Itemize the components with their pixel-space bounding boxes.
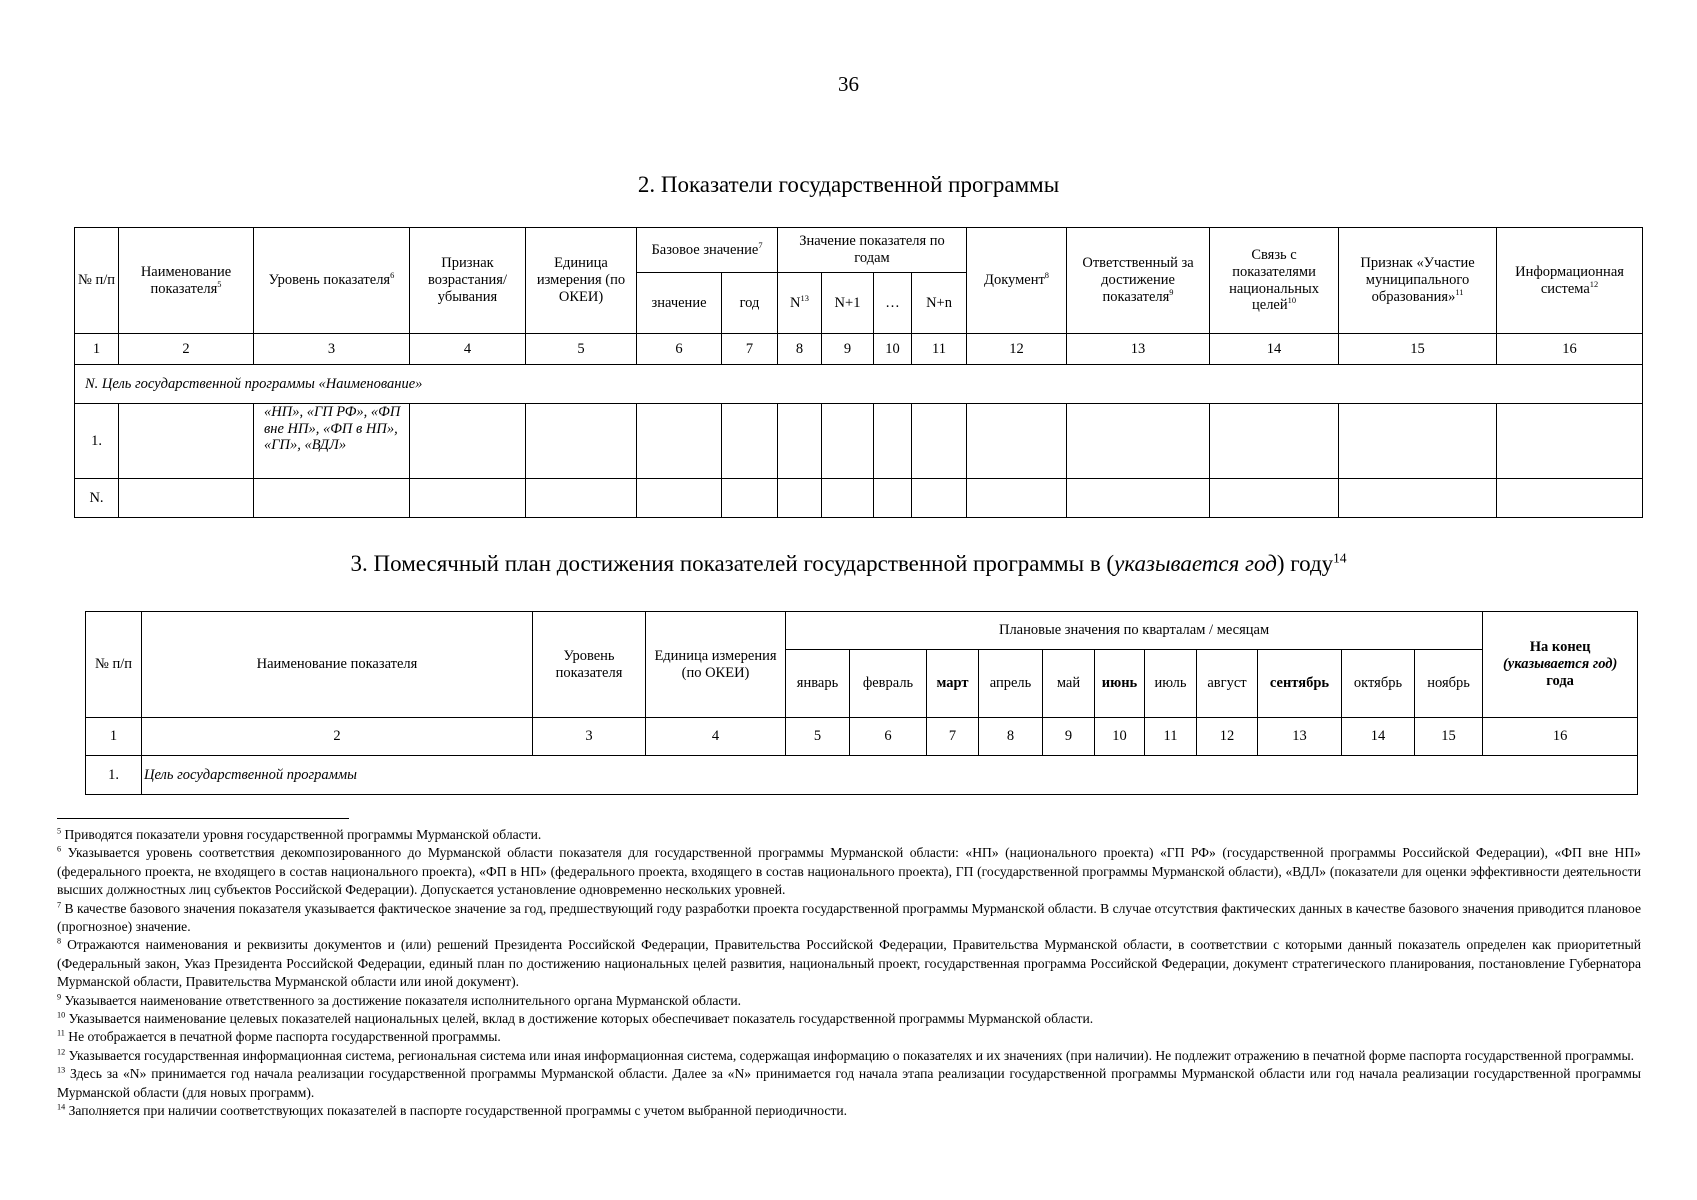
month-august: август: [1197, 650, 1258, 718]
column-number: 2: [142, 718, 533, 756]
header-year-n: $N^{13}$: [778, 273, 822, 334]
row-name: [119, 404, 254, 479]
footnotes: [57, 826, 1641, 1121]
header-num: № п/п: [86, 612, 142, 718]
month-june: июнь: [1095, 650, 1145, 718]
cell: [822, 479, 874, 518]
cell: [1339, 404, 1497, 479]
column-number: 13: [1067, 334, 1210, 365]
cell: [1497, 404, 1643, 479]
cell: [254, 479, 410, 518]
cell: [778, 479, 822, 518]
cell: [874, 404, 912, 479]
header-municipal: Признак «Участие муниципального образования»$^{11}$: [1339, 228, 1497, 334]
cell: [912, 479, 967, 518]
column-number: 9: [1043, 718, 1095, 756]
month-july: июль: [1145, 650, 1197, 718]
footnote: $^{14}$ Заполняется при наличии соответствующих показателей в паспорте государственной программы с учетом выбранной периодичности.: [57, 1102, 848, 1119]
cell: [410, 404, 526, 479]
column-number: 14: [1342, 718, 1415, 756]
column-number: 13: [1258, 718, 1342, 756]
month-may: май: [1043, 650, 1095, 718]
cell: [1210, 479, 1339, 518]
month-september: сентябрь: [1258, 650, 1342, 718]
column-number: 7: [927, 718, 979, 756]
cell: [526, 404, 637, 479]
column-number: 1: [86, 718, 142, 756]
header-name: Наименование показателя$^5$: [119, 228, 254, 334]
goal-row-number: 1.: [86, 756, 142, 795]
month-march: март: [927, 650, 979, 718]
column-number: 3: [533, 718, 646, 756]
column-number: 12: [967, 334, 1067, 365]
column-number: 5: [786, 718, 850, 756]
column-number: 11: [1145, 718, 1197, 756]
goal-row: Цель государственной программы: [142, 756, 1638, 795]
cell: [967, 479, 1067, 518]
column-number: 15: [1415, 718, 1483, 756]
footnote: $^8$ Отражаются наименования и реквизиты документов и (или) решений Президента Российской Федерации, Правительства Российской Федерации, Правительства Мурманской области, в соответствии с которыми данный показатель определен как приоритетный (Федеральный закон, Указ Президента Российской Федерации, единый план по достижению национальных целей развития, национальный проект, государственная программа Российской Федерации, документ стратегического планирования, постановление Губернатора Мурманской области, Правительства Мурманской области или иной документ).: [57, 936, 1641, 990]
header-planned-values: Плановые значения по кварталам / месяцам: [786, 612, 1483, 650]
row-number: N.: [75, 479, 119, 518]
header-document: Документ$^8$: [967, 228, 1067, 334]
header-year-n1: N+1: [822, 273, 874, 334]
cell: [1339, 479, 1497, 518]
page-number: 36: [838, 72, 859, 96]
column-number: 2: [119, 334, 254, 365]
table-row: [75, 404, 1643, 479]
footnote: $^9$ Указывается наименование ответственного за достижение показателя исполнительного органа Мурманской области.: [57, 992, 742, 1008]
header-base-year: год: [722, 273, 778, 334]
column-number: 1: [75, 334, 119, 365]
header-name: Наименование показателя: [142, 612, 533, 718]
indicators-table: [74, 227, 1643, 518]
cell: [526, 479, 637, 518]
column-number: 12: [1197, 718, 1258, 756]
cell: [874, 479, 912, 518]
column-number: 10: [874, 334, 912, 365]
cell: [1067, 479, 1210, 518]
column-number: 16: [1497, 334, 1643, 365]
footnote: $^{10}$ Указывается наименование целевых показателей национальных целей, вклад в достижение которых обеспечивает показатель государственной программы Мурманской области.: [57, 1010, 1094, 1027]
cell: [410, 479, 526, 518]
footnote-divider: [57, 818, 349, 819]
header-num: № п/п: [75, 228, 119, 334]
cell: [1497, 479, 1643, 518]
column-number: 5: [526, 334, 637, 365]
header-unit: Единица измерения (по ОКЕИ): [526, 228, 637, 334]
cell: [637, 479, 722, 518]
column-number: 6: [637, 334, 722, 365]
month-november: ноябрь: [1415, 650, 1483, 718]
table3-title: 3. Помесячный план достижения показателей государственной программы в (указывается год) году$^{14}$: [350, 550, 1347, 576]
column-number: 16: [1483, 718, 1638, 756]
table2-title: 2. Показатели государственной программы: [637, 172, 1060, 197]
column-number: 14: [1210, 334, 1339, 365]
footnote: $^7$ В качестве базового значения показателя указывается фактическое значение за год, предшествующий году разработки проекта государственной программы Мурманской области. В случае отсутствия фактических данных в качестве базового значения приводится плановое (прогнозное) значение.: [57, 900, 1641, 935]
cell: [1210, 404, 1339, 479]
footnote: $^{11}$ Не отображается в печатной форме паспорта государственной программы.: [57, 1028, 501, 1045]
header-responsible: Ответственный за достижение показателя$^9$: [1067, 228, 1210, 334]
header-sign: Признак возрастания/ убывания: [410, 228, 526, 334]
column-number: 3: [254, 334, 410, 365]
column-number: 10: [1095, 718, 1145, 756]
cell: [722, 404, 778, 479]
column-number: 8: [778, 334, 822, 365]
column-number: 8: [979, 718, 1043, 756]
column-number: 4: [646, 718, 786, 756]
cell: [912, 404, 967, 479]
header-base: Базовое значение$^7$: [637, 228, 778, 273]
footnote: $^{13}$ Здесь за «N» принимается год начала реализации государственной программы Мурманской области. Далее за «N» принимается год начала этапа реализации государственной программы Мурманской области или год начала реализации государственной программы Мурманской области (для новых программ).: [57, 1065, 1641, 1100]
table-row: [75, 479, 1643, 518]
cell: [637, 404, 722, 479]
month-january: январь: [786, 650, 850, 718]
column-number: 11: [912, 334, 967, 365]
month-february: февраль: [850, 650, 927, 718]
cell: [967, 404, 1067, 479]
cell: [119, 479, 254, 518]
header-year-nn: N+n: [912, 273, 967, 334]
column-number: 15: [1339, 334, 1497, 365]
cell: [822, 404, 874, 479]
header-values-by-years: Значение показателя по годам: [778, 228, 967, 273]
month-april: апрель: [979, 650, 1043, 718]
cell: [778, 404, 822, 479]
row-level: «НП», «ГП РФ», «ФП вне НП», «ФП в НП», «ГП», «ВДЛ»: [254, 404, 410, 479]
header-level: Уровень показателя: [533, 612, 646, 718]
header-infosystem: Информационная система$^{12}$: [1497, 228, 1643, 334]
column-number: 7: [722, 334, 778, 365]
monthly-plan-table: [85, 611, 1638, 795]
month-october: октябрь: [1342, 650, 1415, 718]
header-link: Связь с показателями национальных целей$^{10}$: [1210, 228, 1339, 334]
column-number: 4: [410, 334, 526, 365]
column-number: 6: [850, 718, 927, 756]
header-level: Уровень показателя$^6$: [254, 228, 410, 334]
header-year-dots: …: [874, 273, 912, 334]
row-number: 1.: [75, 404, 119, 479]
footnote: $^6$ Указывается уровень соответствия декомпозированного до Мурманской области показателя для государственной программы Мурманской области: «НП» (национального проекта) «ГП РФ» (государственной программы Российской Федерации), «ФП вне НП» (федерального проекта, не входящего в состав национального проекта), «ФП в НП» (федерального проекта, входящего в состав национального проекта), ГП (государственной программы Мурманской области), «ВДЛ» (показатели для оценки эффективности деятельности высших должностных лиц субъектов Российской Федерации). Допускается установление одновременно нескольких уровней.: [57, 844, 1641, 898]
footnote: $^{12}$ Указывается государственная информационная система, региональная система или иная информационная система, содержащая информацию о показателях и их значениях (при наличии). Не подлежит отражению в печатной форме паспорта государственной программы.: [57, 1047, 1635, 1063]
cell: [1067, 404, 1210, 479]
column-number: 9: [822, 334, 874, 365]
cell: [722, 479, 778, 518]
footnote: $^5$ Приводятся показатели уровня государственной программы Мурманской области.: [57, 826, 542, 842]
header-base-value: значение: [637, 273, 722, 334]
goal-row: N. Цель государственной программы «Наименование»: [75, 365, 1643, 404]
header-end-of-year: На конец (указывается год) года: [1483, 612, 1638, 718]
header-unit: Единица измерения (по ОКЕИ): [646, 612, 786, 718]
